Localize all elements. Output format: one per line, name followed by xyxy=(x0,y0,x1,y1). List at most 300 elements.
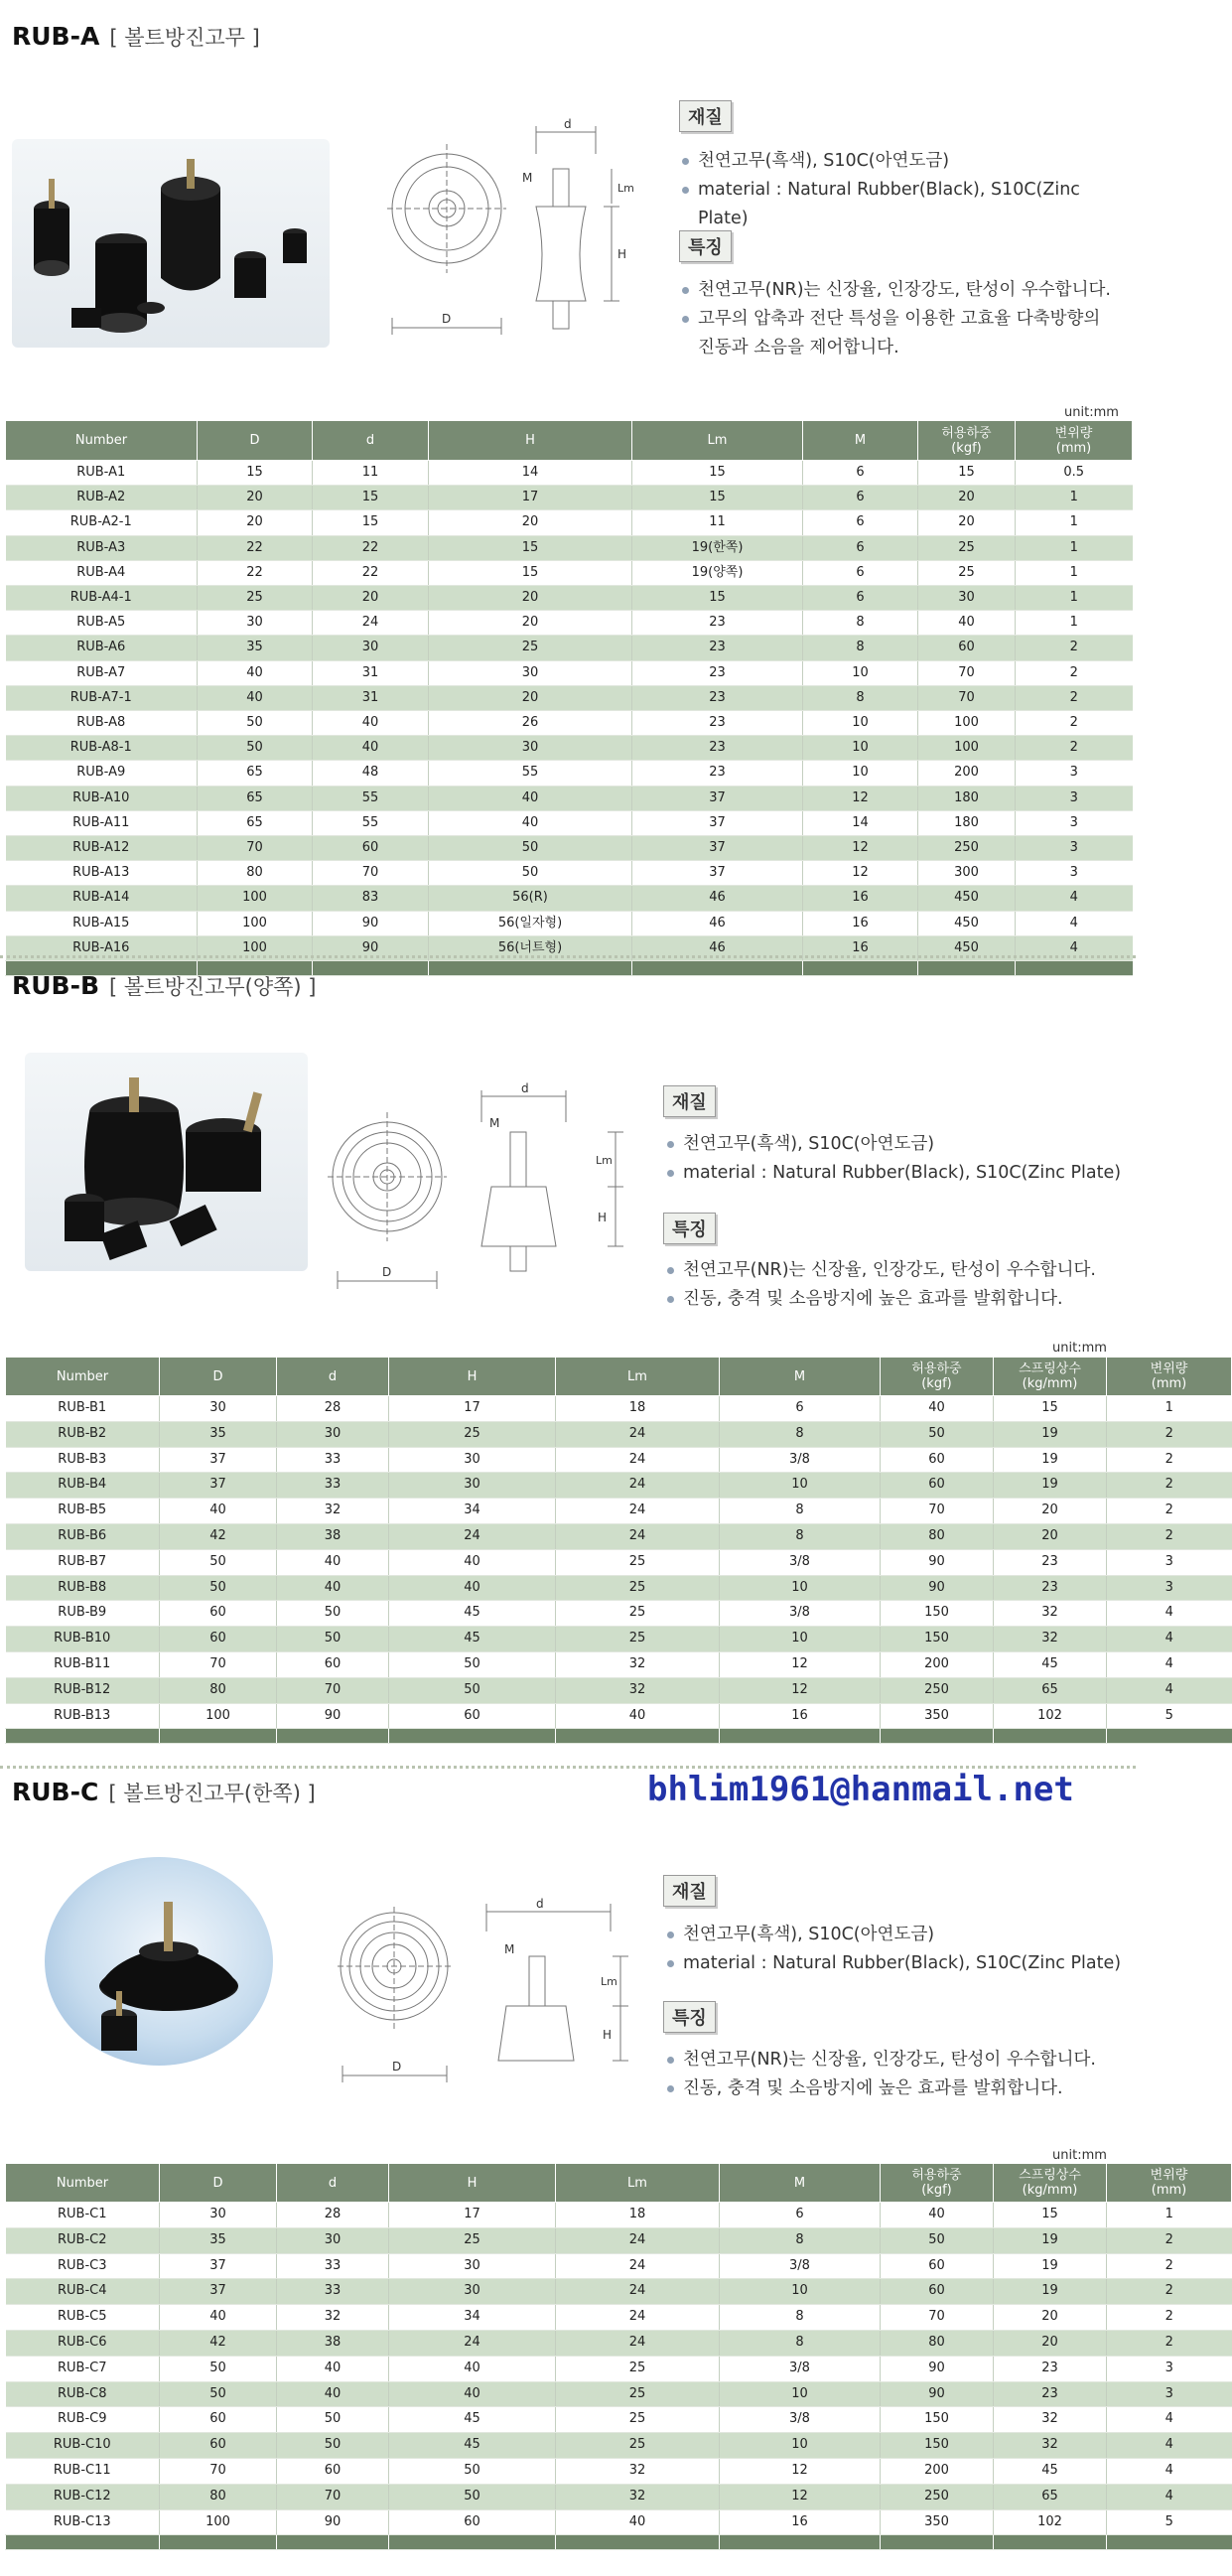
table-cell: 30 xyxy=(198,611,313,636)
table-cell: 55 xyxy=(429,761,632,786)
table-cell: 32 xyxy=(277,1499,389,1524)
table-cell: 2 xyxy=(1107,2330,1232,2356)
table-cell: 2 xyxy=(1107,2279,1232,2305)
technical-drawing-a xyxy=(387,114,655,348)
table-cell: 19(한쪽) xyxy=(632,535,803,560)
table-cell: 180 xyxy=(918,810,1016,835)
table-cell: 32 xyxy=(994,1627,1107,1652)
table-cell: 24 xyxy=(556,2330,720,2356)
table-cell: 19 xyxy=(994,1421,1107,1447)
table-cell: 60 xyxy=(881,1473,994,1499)
table-cell: 38 xyxy=(277,1523,389,1549)
material-list xyxy=(665,1130,1121,1188)
column-header: Number xyxy=(6,2164,160,2203)
table-cell: 32 xyxy=(556,1651,720,1677)
table-cell: 40 xyxy=(160,2305,277,2331)
table-cell: 2 xyxy=(1016,685,1133,710)
table-cell: 8 xyxy=(720,1523,881,1549)
section-code: RUB-B xyxy=(12,971,100,1000)
table-cell: RUB-B10 xyxy=(6,1627,160,1652)
table-row xyxy=(6,1601,1232,1627)
table-cell: 150 xyxy=(881,2407,994,2433)
table-cell: 50 xyxy=(881,2227,994,2253)
table-cell: 100 xyxy=(198,886,313,911)
table-cell: 23 xyxy=(632,736,803,761)
table-cell: 25 xyxy=(918,535,1016,560)
table-cell: 45 xyxy=(389,2433,556,2459)
table-cell: 33 xyxy=(277,2253,389,2279)
table-row xyxy=(6,1421,1232,1447)
table-cell: 3/8 xyxy=(720,1447,881,1473)
table-row xyxy=(6,2330,1232,2356)
table-row xyxy=(6,1677,1232,1703)
table-cell: 23 xyxy=(632,711,803,736)
table-cell: 6 xyxy=(803,461,918,486)
table-cell: 4 xyxy=(1107,2407,1232,2433)
table-row xyxy=(6,1549,1232,1575)
table-cell: 25 xyxy=(556,2381,720,2407)
section-b-title xyxy=(12,971,316,1001)
section-subtitle: [ 볼트방진고무(양쪽) ] xyxy=(109,975,317,999)
table-row xyxy=(6,2203,1232,2228)
table-row xyxy=(6,2381,1232,2407)
table-cell: 37 xyxy=(160,2253,277,2279)
table-cell: 32 xyxy=(556,2484,720,2509)
footer-cell xyxy=(803,961,918,976)
table-cell: 32 xyxy=(994,1601,1107,1627)
feature-item-cont: 진동과 소음을 제어합니다. xyxy=(698,338,899,358)
table-cell: 10 xyxy=(803,761,918,786)
table-cell: RUB-B11 xyxy=(6,1651,160,1677)
table-cell: 37 xyxy=(160,1473,277,1499)
table-cell: RUB-A1 xyxy=(6,461,198,486)
table-cell: 30 xyxy=(277,2227,389,2253)
dim-H-label: H xyxy=(617,247,627,261)
table-cell: 16 xyxy=(720,2509,881,2535)
table-row xyxy=(6,486,1133,510)
table-cell: 30 xyxy=(277,1421,389,1447)
table-cell: 65 xyxy=(198,761,313,786)
table-cell: 30 xyxy=(429,736,632,761)
footer-cell xyxy=(881,1729,994,1744)
section-a-title xyxy=(12,22,260,52)
table-cell: 60 xyxy=(389,1703,556,1729)
table-cell: 3/8 xyxy=(720,1549,881,1575)
table-cell: 65 xyxy=(198,810,313,835)
table-cell: 4 xyxy=(1107,2433,1232,2459)
table-cell: 70 xyxy=(881,2305,994,2331)
product-photo-c xyxy=(45,1857,273,2066)
table-row xyxy=(6,1499,1232,1524)
table-cell: 23 xyxy=(994,1575,1107,1601)
table-cell: 5 xyxy=(1107,2509,1232,2535)
table-cell: RUB-C11 xyxy=(6,2458,160,2484)
dim-d-label: d xyxy=(521,1081,529,1095)
table-row xyxy=(6,886,1133,911)
table-row xyxy=(6,836,1133,861)
column-header: H xyxy=(429,421,632,461)
table-cell: 46 xyxy=(632,935,803,960)
column-header: D xyxy=(160,2164,277,2203)
table-cell: 18 xyxy=(556,2203,720,2228)
column-header: Number xyxy=(6,421,198,461)
table-cell: RUB-B3 xyxy=(6,1447,160,1473)
table-cell: 17 xyxy=(389,1396,556,1422)
table-cell: 15 xyxy=(632,461,803,486)
table-cell: RUB-C8 xyxy=(6,2381,160,2407)
table-cell: RUB-B6 xyxy=(6,1523,160,1549)
table-cell: 15 xyxy=(994,1396,1107,1422)
table-cell: RUB-A7-1 xyxy=(6,685,198,710)
table-cell: 60 xyxy=(277,1651,389,1677)
table-cell: RUB-B7 xyxy=(6,1549,160,1575)
table-cell: 65 xyxy=(198,786,313,810)
table-cell: 5 xyxy=(1107,1703,1232,1729)
table-cell: RUB-A13 xyxy=(6,861,198,886)
footer-cell xyxy=(389,2535,556,2550)
table-cell: 180 xyxy=(918,786,1016,810)
table-row xyxy=(6,736,1133,761)
table-cell: 18 xyxy=(556,1396,720,1422)
table-cell: 24 xyxy=(556,1447,720,1473)
table-cell: 1 xyxy=(1107,1396,1232,1422)
table-cell: 90 xyxy=(313,911,429,935)
table-cell: 3 xyxy=(1016,810,1133,835)
table-cell: 22 xyxy=(198,560,313,585)
table-cell: 4 xyxy=(1016,935,1133,960)
table-row xyxy=(6,911,1133,935)
table-cell: 65 xyxy=(994,1677,1107,1703)
table-cell: 31 xyxy=(313,660,429,685)
column-header: D xyxy=(198,421,313,461)
table-cell: 90 xyxy=(881,1575,994,1601)
table-cell: 8 xyxy=(720,1421,881,1447)
table-cell: 23 xyxy=(632,761,803,786)
table-cell: 12 xyxy=(803,786,918,810)
section-subtitle: [ 볼트방진고무(한쪽) ] xyxy=(108,1782,316,1805)
table-cell: 48 xyxy=(313,761,429,786)
table-cell: 80 xyxy=(881,1523,994,1549)
table-cell: 45 xyxy=(994,2458,1107,2484)
table-cell: 25 xyxy=(429,636,632,660)
table-cell: RUB-B8 xyxy=(6,1575,160,1601)
table-cell: 40 xyxy=(277,1575,389,1601)
table-row xyxy=(6,586,1133,611)
material-item: material : Natural Rubber(Black), S10C(Zinc Plate) xyxy=(665,1159,1121,1188)
table-cell: 12 xyxy=(720,2484,881,2509)
table-cell: RUB-C5 xyxy=(6,2305,160,2331)
table-cell: 2 xyxy=(1107,1421,1232,1447)
table-cell: 20 xyxy=(994,1499,1107,1524)
table-cell: 50 xyxy=(277,1627,389,1652)
table-cell: 50 xyxy=(389,2484,556,2509)
table-cell: 60 xyxy=(313,836,429,861)
table-cell: 15 xyxy=(994,2203,1107,2228)
table-cell: 90 xyxy=(881,2356,994,2381)
table-cell: RUB-A4-1 xyxy=(6,586,198,611)
table-cell: 40 xyxy=(313,736,429,761)
table-row xyxy=(6,2279,1232,2305)
table-cell: 3 xyxy=(1107,2356,1232,2381)
dim-D-label: D xyxy=(442,312,452,326)
table-cell: 25 xyxy=(556,1601,720,1627)
material-label: 재질 xyxy=(663,1875,716,1907)
table-cell: 50 xyxy=(198,711,313,736)
dim-D-label: D xyxy=(392,2060,402,2074)
column-header: Lm xyxy=(556,1358,720,1396)
table-cell: RUB-A15 xyxy=(6,911,198,935)
table-cell: RUB-C2 xyxy=(6,2227,160,2253)
table-row xyxy=(6,560,1133,585)
table-cell: 56(일자형) xyxy=(429,911,632,935)
table-cell: 8 xyxy=(720,1499,881,1524)
dim-Lm-label: Lm xyxy=(596,1154,613,1167)
column-header: 스프링상수 (kg/mm) xyxy=(994,1358,1107,1396)
table-cell: 40 xyxy=(313,711,429,736)
table-row xyxy=(6,685,1133,710)
table-cell: 50 xyxy=(881,1421,994,1447)
material-item: material : Natural Rubber(Black), S10C(Zinc Plate) xyxy=(665,1949,1121,1978)
table-cell: 60 xyxy=(277,2458,389,2484)
table-cell: 40 xyxy=(198,685,313,710)
dim-M-label: M xyxy=(504,1942,515,1956)
table-cell: 17 xyxy=(389,2203,556,2228)
table-cell: 60 xyxy=(160,2433,277,2459)
contact-email[interactable]: bhlim1961@hanmail.net xyxy=(647,1770,1074,1809)
table-cell: RUB-B12 xyxy=(6,1677,160,1703)
footer-cell xyxy=(429,961,632,976)
table-cell: RUB-A7 xyxy=(6,660,198,685)
table-cell: 40 xyxy=(556,1703,720,1729)
table-cell: 2 xyxy=(1107,1447,1232,1473)
table-cell: 100 xyxy=(160,2509,277,2535)
table-cell: 25 xyxy=(556,2407,720,2433)
dim-Lm-label: Lm xyxy=(601,1975,617,1988)
table-cell: 12 xyxy=(720,1677,881,1703)
table-cell: 31 xyxy=(313,685,429,710)
dim-H-label: H xyxy=(598,1211,608,1224)
footer-cell xyxy=(6,2535,160,2550)
feature-label: 특징 xyxy=(679,230,732,262)
table-cell: 3 xyxy=(1016,761,1133,786)
table-cell: 40 xyxy=(881,2203,994,2228)
table-cell: 40 xyxy=(389,2381,556,2407)
table-cell: 1 xyxy=(1016,486,1133,510)
footer-cell xyxy=(994,1729,1107,1744)
table-cell: RUB-A11 xyxy=(6,810,198,835)
table-cell: 37 xyxy=(160,1447,277,1473)
table-cell: 50 xyxy=(160,2356,277,2381)
table-cell: 50 xyxy=(160,1549,277,1575)
dim-Lm-label: Lm xyxy=(617,182,634,195)
table-cell: 6 xyxy=(803,510,918,535)
table-cell: 2 xyxy=(1107,1473,1232,1499)
table-cell: 3 xyxy=(1016,786,1133,810)
table-cell: 50 xyxy=(277,1601,389,1627)
table-cell: 24 xyxy=(556,2305,720,2331)
table-cell: 24 xyxy=(389,1523,556,1549)
table-cell: 30 xyxy=(389,2253,556,2279)
table-cell: 16 xyxy=(803,911,918,935)
table-cell: 150 xyxy=(881,1601,994,1627)
table-cell: 30 xyxy=(429,660,632,685)
dim-M-label: M xyxy=(522,171,533,185)
table-row xyxy=(6,535,1133,560)
footer-cell xyxy=(277,2535,389,2550)
table-cell: RUB-C3 xyxy=(6,2253,160,2279)
table-cell: 26 xyxy=(429,711,632,736)
table-cell: 50 xyxy=(429,836,632,861)
spec-table-b xyxy=(5,1357,1232,1744)
table-cell: 150 xyxy=(881,1627,994,1652)
table-cell: 40 xyxy=(556,2509,720,2535)
table-row xyxy=(6,2305,1232,2331)
table-row xyxy=(6,1473,1232,1499)
section-code: RUB-A xyxy=(12,22,100,51)
table-row xyxy=(6,2407,1232,2433)
table-cell: RUB-A14 xyxy=(6,886,198,911)
table-cell: 250 xyxy=(881,2484,994,2509)
table-cell: 200 xyxy=(881,1651,994,1677)
table-cell: 200 xyxy=(918,761,1016,786)
table-row xyxy=(6,711,1133,736)
footer-cell xyxy=(994,2535,1107,2550)
table-cell: 35 xyxy=(198,636,313,660)
table-row xyxy=(6,2253,1232,2279)
table-cell: 70 xyxy=(277,1677,389,1703)
table-cell: 20 xyxy=(198,486,313,510)
table-cell: 16 xyxy=(803,935,918,960)
table-cell: RUB-C7 xyxy=(6,2356,160,2381)
table-cell: 12 xyxy=(803,861,918,886)
section-c-title xyxy=(12,1778,316,1807)
table-cell: RUB-A8 xyxy=(6,711,198,736)
feature-label: 특징 xyxy=(663,1213,716,1244)
table-cell: 3 xyxy=(1107,1575,1232,1601)
table-cell: 450 xyxy=(918,886,1016,911)
table-cell: 3 xyxy=(1107,2381,1232,2407)
table-cell: 32 xyxy=(556,1677,720,1703)
table-cell: 90 xyxy=(881,1549,994,1575)
table-cell: 37 xyxy=(632,810,803,835)
table-footer-bar xyxy=(6,2535,1232,2550)
table-cell: 20 xyxy=(429,586,632,611)
table-cell: 10 xyxy=(720,1627,881,1652)
table-cell: 25 xyxy=(389,2227,556,2253)
column-header: M xyxy=(720,2164,881,2203)
table-cell: 37 xyxy=(632,836,803,861)
table-cell: 40 xyxy=(918,611,1016,636)
table-cell: 30 xyxy=(160,1396,277,1422)
table-header-row xyxy=(6,421,1133,461)
table-cell: 42 xyxy=(160,1523,277,1549)
table-footer-bar xyxy=(6,1729,1232,1744)
table-cell: RUB-A12 xyxy=(6,836,198,861)
table-cell: 300 xyxy=(918,861,1016,886)
table-cell: 40 xyxy=(389,1549,556,1575)
material-label: 재질 xyxy=(679,100,732,132)
table-cell: 30 xyxy=(313,636,429,660)
feature-list xyxy=(665,1256,1096,1314)
technical-drawing-c xyxy=(338,1892,630,2090)
unit-label: unit:mm xyxy=(1064,405,1119,420)
table-cell: RUB-A10 xyxy=(6,786,198,810)
table-cell: 83 xyxy=(313,886,429,911)
table-cell: 6 xyxy=(720,2203,881,2228)
table-cell: RUB-C4 xyxy=(6,2279,160,2305)
feature-item: 고무의 압축과 전단 특성을 이용한 고효율 다축방향의 xyxy=(680,305,1111,334)
table-cell: 23 xyxy=(632,636,803,660)
table-cell: 24 xyxy=(556,2279,720,2305)
table-cell: RUB-A16 xyxy=(6,935,198,960)
table-cell: RUB-C6 xyxy=(6,2330,160,2356)
table-cell: 33 xyxy=(277,1447,389,1473)
table-cell: 20 xyxy=(918,510,1016,535)
table-row xyxy=(6,761,1133,786)
table-cell: 90 xyxy=(277,1703,389,1729)
table-row xyxy=(6,611,1133,636)
table-cell: 4 xyxy=(1107,1601,1232,1627)
table-cell: 0.5 xyxy=(1016,461,1133,486)
table-cell: 80 xyxy=(160,1677,277,1703)
table-cell: 6 xyxy=(803,586,918,611)
column-header: 변위량 (mm) xyxy=(1107,2164,1232,2203)
table-cell: 3/8 xyxy=(720,2253,881,2279)
table-cell: 80 xyxy=(198,861,313,886)
table-cell: 40 xyxy=(277,2381,389,2407)
feature-item: 천연고무(NR)는 신장율, 인장강도, 탄성이 우수합니다. xyxy=(665,1256,1096,1285)
table-cell: 50 xyxy=(429,861,632,886)
table-cell: 25 xyxy=(556,1627,720,1652)
table-cell: 8 xyxy=(720,2227,881,2253)
table-cell: 1 xyxy=(1016,560,1133,585)
footer-cell xyxy=(720,1729,881,1744)
divider xyxy=(0,955,1136,958)
section-subtitle: [ 볼트방진고무 ] xyxy=(109,26,260,50)
table-cell: 24 xyxy=(556,1421,720,1447)
column-header: d xyxy=(277,2164,389,2203)
table-cell: 15 xyxy=(313,510,429,535)
table-cell: 4 xyxy=(1016,911,1133,935)
table-cell: RUB-C13 xyxy=(6,2509,160,2535)
table-cell: 50 xyxy=(160,2381,277,2407)
table-cell: 15 xyxy=(632,586,803,611)
table-cell: 8 xyxy=(803,611,918,636)
table-cell: 3/8 xyxy=(720,2356,881,2381)
table-row xyxy=(6,461,1133,486)
table-cell: 2 xyxy=(1016,636,1133,660)
divider xyxy=(0,1766,1136,1769)
table-cell: 450 xyxy=(918,911,1016,935)
table-cell: 60 xyxy=(160,1601,277,1627)
table-cell: RUB-A6 xyxy=(6,636,198,660)
table-cell: 350 xyxy=(881,1703,994,1729)
material-item: 천연고무(흑색), S10C(아연도금) xyxy=(665,1921,1121,1949)
feature-item: 진동, 충격 및 소음방지에 높은 효과를 발휘합니다. xyxy=(665,1285,1096,1314)
table-cell: 19 xyxy=(994,2253,1107,2279)
feature-item: 천연고무(NR)는 신장율, 인장강도, 탄성이 우수합니다. xyxy=(680,276,1111,305)
table-cell: 10 xyxy=(803,736,918,761)
table-cell: RUB-B2 xyxy=(6,1421,160,1447)
table-cell: 55 xyxy=(313,810,429,835)
table-cell: 100 xyxy=(198,935,313,960)
feature-list xyxy=(680,276,1111,362)
table-cell: RUB-C1 xyxy=(6,2203,160,2228)
table-cell: RUB-C12 xyxy=(6,2484,160,2509)
table-cell: 150 xyxy=(881,2433,994,2459)
table-cell: 20 xyxy=(198,510,313,535)
table-cell: 250 xyxy=(881,1677,994,1703)
